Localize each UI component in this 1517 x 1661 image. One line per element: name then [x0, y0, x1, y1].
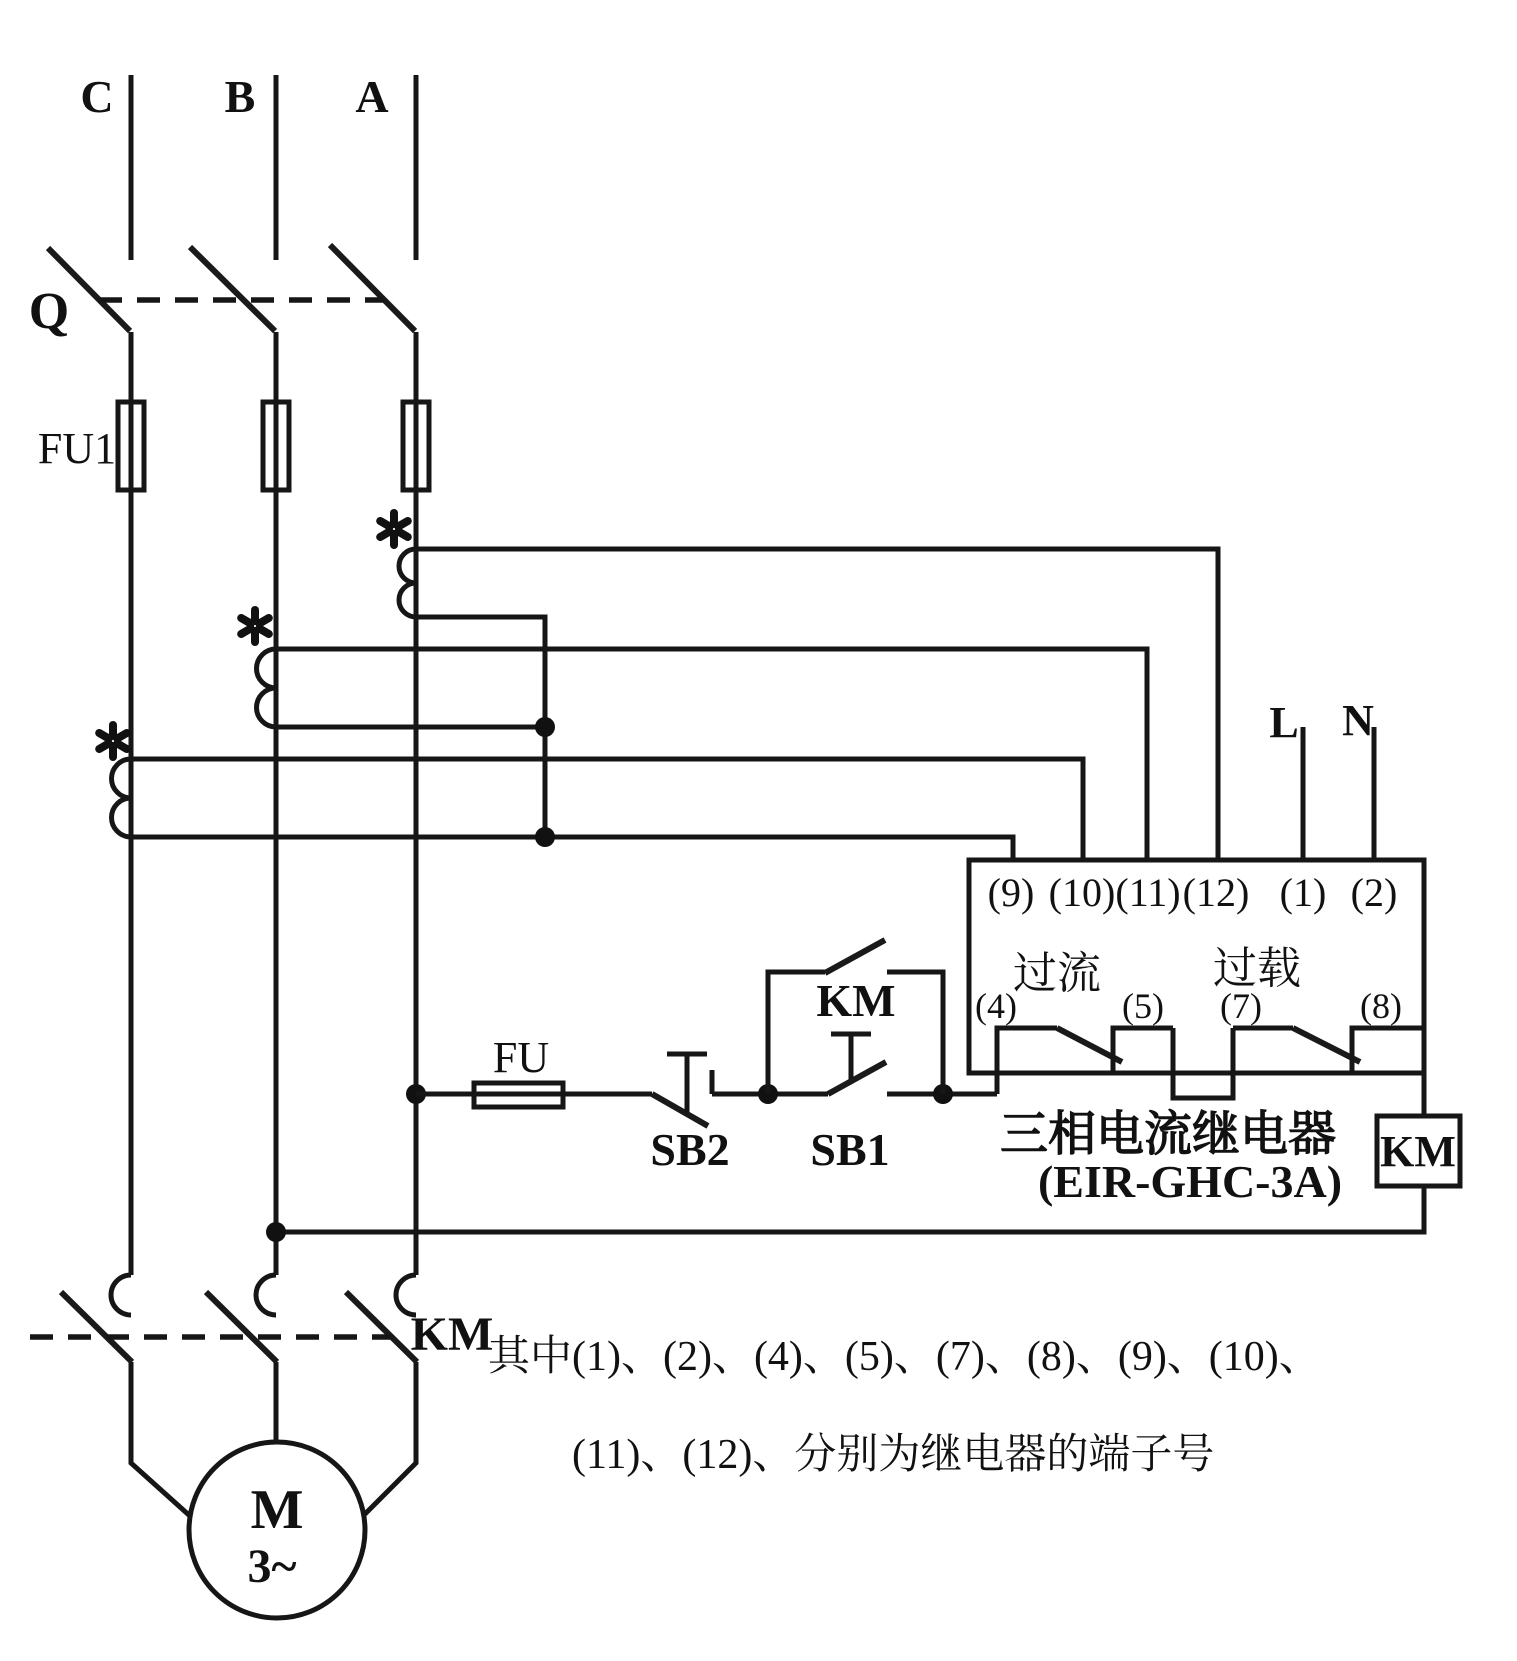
sb1-blade	[828, 1062, 886, 1094]
relay-terminal-10: (10)	[1048, 870, 1116, 915]
motor-type: 3~	[247, 1540, 297, 1593]
fuse-fu1-label: FU1	[37, 424, 117, 473]
phase-b-label: B	[224, 71, 256, 122]
relay-name-label: 三相电流继电器	[999, 1108, 1337, 1161]
phase-c-conductor	[131, 75, 190, 1516]
relay-terminal-9: (9)	[987, 870, 1035, 915]
supply-line-label: L	[1269, 698, 1299, 747]
ct-b-polarity-asterisk-icon	[241, 610, 269, 642]
km-blade-b	[206, 1292, 277, 1362]
km-aux-contact	[768, 940, 943, 1094]
current-transformers	[99, 513, 416, 837]
overload-contact-right	[1352, 1028, 1424, 1073]
relay-terminal-2: (2)	[1350, 870, 1398, 915]
phase-a-conductor	[363, 75, 416, 1516]
ct-a-polarity-asterisk-icon	[380, 513, 408, 545]
control-fuse-label: FU	[492, 1033, 550, 1082]
main-fuse-fu1	[38, 402, 429, 490]
relay-model-label: (EIR-GHC-3A)	[1037, 1156, 1343, 1207]
relay-box	[969, 860, 1424, 1098]
relay-terminal-8: (8)	[1360, 986, 1402, 1026]
km-main-contactor	[30, 1275, 493, 1362]
start-button-sb1	[810, 1034, 889, 1175]
overcurrent-label: 过流	[1013, 949, 1101, 998]
relay-terminal-7: (7)	[1220, 986, 1262, 1026]
km-main-label: KM	[410, 1308, 494, 1361]
motor	[189, 1442, 365, 1618]
km-aux-label: KM	[816, 975, 896, 1026]
relay-terminal-12: (12)	[1182, 870, 1250, 915]
overcurrent-contact-right	[1113, 1028, 1173, 1073]
isolator-switch-q	[29, 245, 415, 340]
km-blade-a	[346, 1292, 417, 1362]
relay-terminal-5: (5)	[1122, 986, 1164, 1026]
switch-q-blade-b	[190, 247, 275, 331]
km-aux-blade	[825, 940, 885, 973]
relay-terminal-1: (1)	[1279, 870, 1327, 915]
switch-q-blade-a	[330, 245, 415, 331]
relay-terminal-11: (11)	[1115, 870, 1181, 915]
km-coil-label: KM	[1380, 1127, 1456, 1176]
sb2-blade	[652, 1094, 708, 1126]
motor-symbol: M	[250, 1479, 304, 1541]
phase-a-label: A	[355, 71, 389, 122]
relay-terminal-4: (4)	[975, 986, 1017, 1026]
wire-ct-a-top-to-terminal-12	[416, 549, 1218, 862]
note-line-1: 其中(1)、(2)、(4)、(5)、(7)、(8)、(9)、(10)、	[488, 1334, 1321, 1380]
overload-label: 过载	[1213, 944, 1301, 993]
wire-ct-b-top-to-terminal-11	[276, 649, 1147, 862]
junction-ct-common-c	[535, 827, 555, 847]
ct-a-coil	[399, 549, 416, 617]
stop-button-sb2	[650, 1054, 729, 1175]
overcurrent-contact-left	[997, 1028, 1057, 1094]
ct-b-coil	[257, 649, 277, 727]
sb2-label: SB2	[650, 1124, 730, 1175]
supply-neutral-label: N	[1342, 696, 1374, 745]
km-fixed-contact-arcs	[111, 1275, 416, 1315]
note-line-2: (11)、(12)、分别为继电器的端子号	[572, 1432, 1215, 1478]
contact-series-jumper	[1173, 1028, 1233, 1098]
km-blade-c	[61, 1292, 132, 1362]
ct-c-polarity-asterisk-icon	[99, 725, 127, 757]
sb1-label: SB1	[810, 1124, 890, 1175]
phase-c-label: C	[80, 71, 114, 122]
ct-c-coil	[112, 759, 132, 837]
junction-return-phase-b	[266, 1222, 286, 1242]
junction-ct-common-b	[535, 717, 555, 737]
switch-q-label: Q	[28, 283, 70, 340]
